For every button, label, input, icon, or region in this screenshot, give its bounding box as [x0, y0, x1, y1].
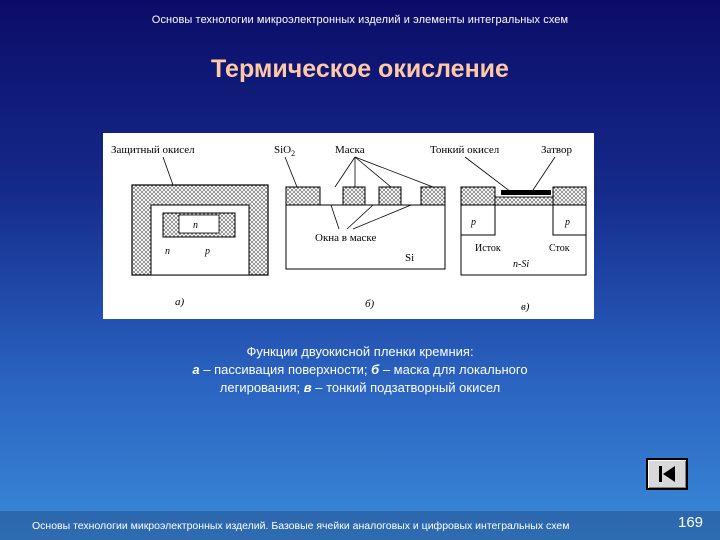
- pointer-line: [533, 157, 555, 190]
- panel-c-diagram: [430, 144, 586, 313]
- first-slide-icon: [648, 460, 686, 488]
- caption-letter-c: в: [303, 380, 312, 395]
- panel-b-diagram: [274, 144, 445, 310]
- caption-line-1: Функции двуокисной пленки кремния:: [246, 344, 474, 359]
- n-label: n: [165, 246, 170, 257]
- caption-line-3: [120, 379, 600, 397]
- panel-b-label: б): [365, 298, 375, 310]
- p-right-label: p: [565, 217, 570, 228]
- caption-letter-a: а: [192, 362, 200, 377]
- p-left-label: p: [471, 217, 476, 228]
- n-inner-label: n: [193, 220, 198, 231]
- p-label: p: [205, 246, 210, 257]
- mask-label: Маска: [335, 144, 365, 156]
- caption-text: – маска для локального: [379, 362, 528, 377]
- mask-segment: [379, 187, 401, 205]
- field-oxide-left: [461, 187, 495, 205]
- mask-segment: [286, 187, 320, 205]
- pointer-line: [335, 157, 355, 187]
- panel-c-label: в): [521, 301, 530, 313]
- caption-letter-b: б: [371, 362, 380, 377]
- page-number: 169: [678, 514, 704, 531]
- sio2-label: SiO$_2$: [274, 144, 296, 158]
- source-label: Исток: [475, 243, 501, 254]
- p-source-region: [461, 205, 495, 235]
- first-slide-button[interactable]: [646, 458, 688, 490]
- figure-caption: [120, 343, 600, 397]
- nsi-label: n-Si: [513, 259, 530, 270]
- drain-label: Сток: [549, 243, 570, 254]
- mask-segment: [421, 187, 445, 205]
- thin-oxide-layer: [495, 197, 553, 205]
- caption-text: – пассивация поверхности;: [199, 362, 372, 377]
- caption-text: легирования;: [219, 380, 304, 395]
- thin-oxide-label: Тонкий окисел: [430, 144, 500, 156]
- caption-text: – тонкий подзатворный окисел: [311, 380, 501, 395]
- slide-title: Термическое окисление: [211, 55, 509, 83]
- mask-segment: [343, 187, 365, 205]
- gate-electrode: [501, 190, 551, 195]
- footer-text: Основы технологии микроэлектронных изделий. Базовые ячейки аналоговых и цифровых интегральных схем: [32, 520, 570, 532]
- oxide-figure: [103, 133, 594, 319]
- pointer-line: [285, 157, 297, 187]
- windows-label: Окна в маске: [315, 232, 377, 244]
- pointer-line: [163, 157, 173, 185]
- panel-a-label: а): [175, 296, 185, 308]
- pointer-line: [355, 157, 433, 187]
- slide-footer: [0, 511, 720, 540]
- panel-a-diagram: [111, 144, 268, 308]
- pointer-line: [355, 157, 391, 187]
- caption-line-2: [120, 361, 600, 379]
- field-oxide-right: [553, 187, 586, 205]
- protective-oxide-label: Защитный окисел: [111, 144, 195, 156]
- si-label: Si: [405, 252, 415, 264]
- gate-label: Затвор: [541, 144, 573, 156]
- slide-header: Основы технологии микроэлектронных изделий и элементы интегральных схем: [151, 14, 569, 26]
- n-inner-core: [179, 215, 219, 233]
